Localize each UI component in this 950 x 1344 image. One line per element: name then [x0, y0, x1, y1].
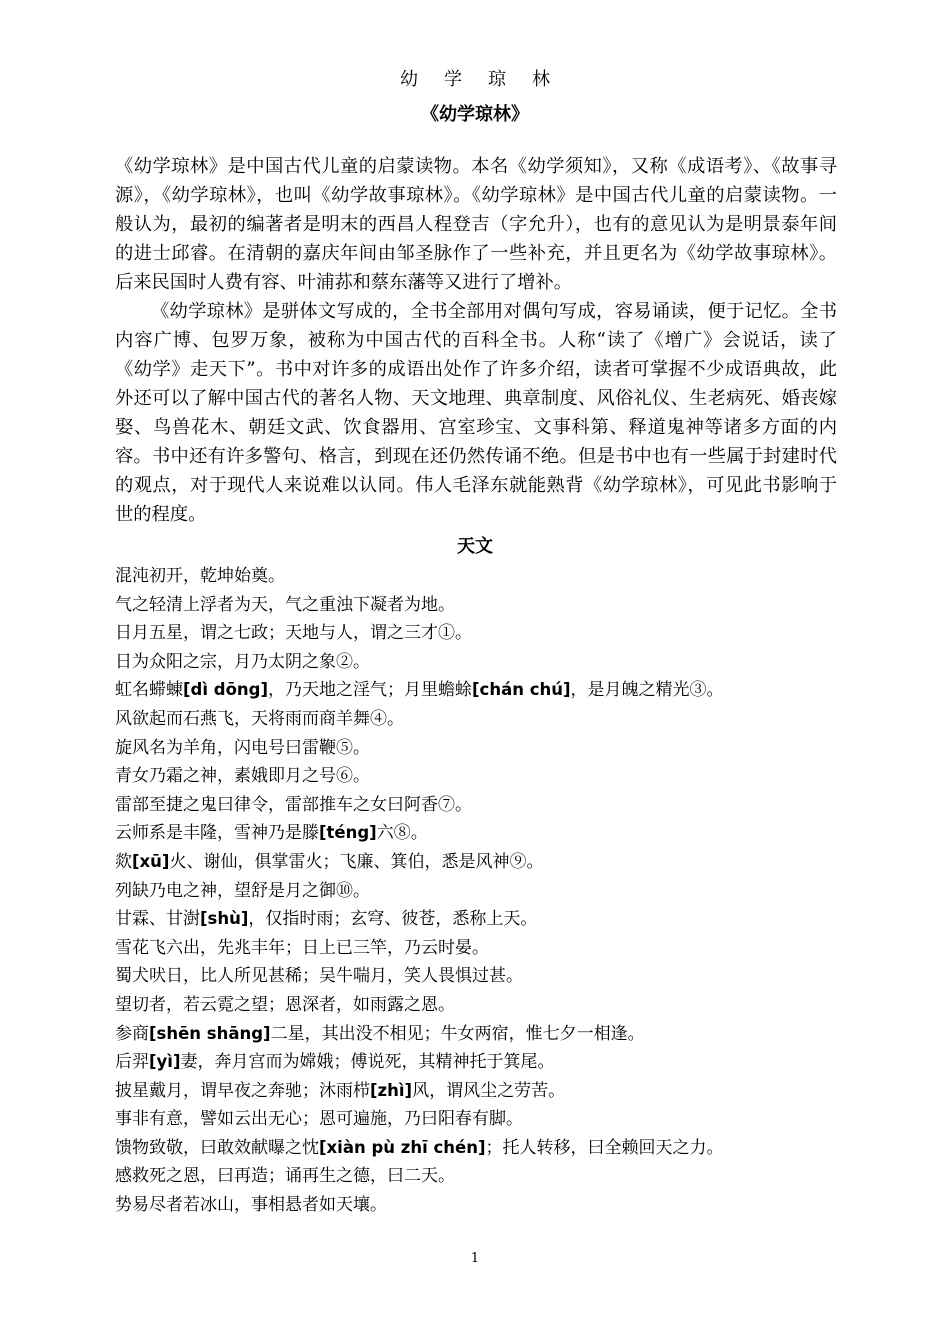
verse-line: [115, 1105, 855, 1134]
verse-text: 二星，其出没不相见；牛女两宿，惟七夕一相逢。: [270, 1023, 645, 1044]
pinyin-annotation: [téng]: [319, 823, 377, 843]
pinyin-annotation: [xiàn pù zhī chén]: [319, 1137, 486, 1157]
verse-line: [115, 1191, 855, 1220]
verse-line: [115, 1077, 855, 1106]
verse-text: 披星戴月，谓早夜之奔驰；沐雨栉: [115, 1080, 370, 1101]
verse-text: 虹名䗖蝀: [115, 680, 183, 701]
verse-text: ，乃天地之淫气；月里蟾蜍: [268, 680, 472, 701]
verse-text: 日为众阳之宗，月乃太阴之象②。: [115, 651, 370, 672]
verse-text: 气之轻清上浮者为天，气之重浊下凝者为地。: [115, 594, 455, 615]
verse-text: 感救死之恩，曰再造；诵再生之德，曰二天。: [115, 1166, 455, 1187]
verse-line: [115, 562, 855, 591]
verse-line: [115, 877, 855, 906]
verse-line: [115, 991, 855, 1020]
verse-line: [115, 905, 855, 934]
page-header: 幼学琼林: [400, 69, 576, 90]
verse-line: [115, 1020, 855, 1049]
pinyin-annotation: [xū]: [132, 851, 170, 871]
pinyin-annotation: [dì dōng]: [183, 680, 268, 700]
verse-text: 望切者，若云霓之望；恩深者，如雨露之恩。: [115, 994, 455, 1015]
verse-text: 青女乃霜之神，素娥即月之号⑥。: [115, 766, 370, 787]
verse-line: [115, 819, 855, 848]
pinyin-annotation: [shēn shāng]: [149, 1023, 271, 1043]
introduction: [115, 152, 837, 529]
verse-line: [115, 591, 855, 620]
verse-text: 甘霖、甘澍: [115, 909, 200, 930]
pinyin-annotation: [zhì]: [370, 1080, 413, 1100]
verse-text: 欻: [115, 851, 132, 872]
verse-text: ，仅指时雨；玄穹、彼苍，悉称上天。: [248, 909, 538, 930]
verse-line: [115, 962, 855, 991]
verse-line: [115, 676, 855, 705]
verse-text: 云师系是丰隆，雪神乃是滕: [115, 823, 319, 844]
verse-line: [115, 648, 855, 677]
pinyin-annotation: [yì]: [149, 1052, 181, 1072]
verse-text: 日月五星，谓之七政；天地与人，谓之三才①。: [115, 623, 472, 644]
verse-text: 馈物致敬，曰敢效献曝之忱: [115, 1137, 319, 1158]
verse-line: [115, 791, 855, 820]
verse-text: 混沌初开，乾坤始奠。: [115, 566, 285, 586]
page-number: 1: [470, 1251, 480, 1266]
verse-text: 事非有意，譬如云出无心；恩可遍施，乃曰阳春有脚。: [115, 1109, 523, 1130]
section-title: 天文: [457, 536, 493, 557]
verse-text: ；托人转移，曰全赖回天之力。: [485, 1137, 724, 1158]
verse-text: 后羿: [115, 1052, 149, 1073]
pinyin-annotation: [shù]: [200, 909, 249, 929]
intro-paragraph: 《幼学琼林》是骈体文写成的，全书全部用对偶句写成，容易诵读，便于记忆。全书内容广博、包罗万象，被称为中国古代的百科全书。人称“读了《增广》会说话，读了《幼学》走天下”。书中对许多的成语出处作了许多介绍，读者可掌握不少成语典故，此外还可以了解中国古代的著名人物、天文地理、典章制度、风俗礼仪、生老病死、婚丧嫁娶、鸟兽花木、朝廷文武、饮食器用、宫室珍宝、文事科第、释道鬼神等诸多方面的内容。书中还有许多警句、格言，到现在还仍然传诵不绝。但是书中也有一些属于封建时代的观点，对于现代人来说难以认同。伟人毛泽东就能熟背《幼学琼林》，可见此书影响于世的程度。: [115, 301, 837, 525]
verse-text: 列缺乃电之神，望舒是月之御⑩。: [115, 880, 370, 901]
verse-line: [115, 619, 855, 648]
verse-text: ，是月魄之精光③。: [570, 680, 724, 701]
verse-text: 火、谢仙，俱掌雷火；飞廉、箕伯，悉是风神⑨。: [169, 851, 544, 872]
verse-text: 妻，奔月宫而为嫦娥；傅说死，其精神托于箕尾。: [180, 1052, 555, 1073]
verse-line: [115, 934, 855, 963]
intro-paragraph: 《幼学琼林》是中国古代儿童的启蒙读物。本名《幼学须知》，又称《成语考》、《故事寻源》，《幼学琼林》，也叫《幼学故事琼林》。《幼学琼林》是中国古代儿童的启蒙读物。一般认为，最初的编著者是明末的西昌人程登吉（字允升），也有的意见认为是明景泰年间的进士邱睿。在清朝的嘉庆年间由邹圣脉作了一些补充，并且更名为《幼学故事琼林》。后来民国时人费有容、叶浦荪和蔡东藩等又进行了增补。: [115, 156, 837, 293]
verse-text: 风，谓风尘之劳苦。: [412, 1080, 566, 1101]
verse-text: 六⑧。: [376, 823, 428, 844]
verse-text: 风欲起而石燕飞，天将雨而商羊舞④。: [115, 708, 404, 729]
verse-text: 旋风名为羊角，闪电号曰雷鞭⑤。: [115, 737, 370, 758]
verse-line: [115, 1048, 855, 1077]
verse-list: [115, 562, 855, 1220]
verse-text: 势易尽者若冰山，事相悬者如天壤。: [115, 1195, 387, 1216]
verse-line: [115, 705, 855, 734]
verse-line: [115, 1162, 855, 1191]
verse-line: [115, 1134, 855, 1163]
verse-text: 蜀犬吠日，比人所见甚稀；吴牛喘月，笑人畏惧过甚。: [115, 966, 523, 987]
verse-text: 雪花飞六出，先兆丰年；日上已三竿，乃云时晏。: [115, 937, 489, 958]
verse-text: 参商: [115, 1023, 149, 1044]
verse-line: [115, 734, 855, 763]
verse-text: 雷部至捷之鬼曰律令，雷部推车之女曰阿香⑦。: [115, 794, 472, 815]
verse-line: [115, 762, 855, 791]
verse-line: [115, 848, 855, 877]
pinyin-annotation: [chán chú]: [472, 680, 571, 700]
document-title: 《幼学琼林》: [421, 104, 529, 125]
